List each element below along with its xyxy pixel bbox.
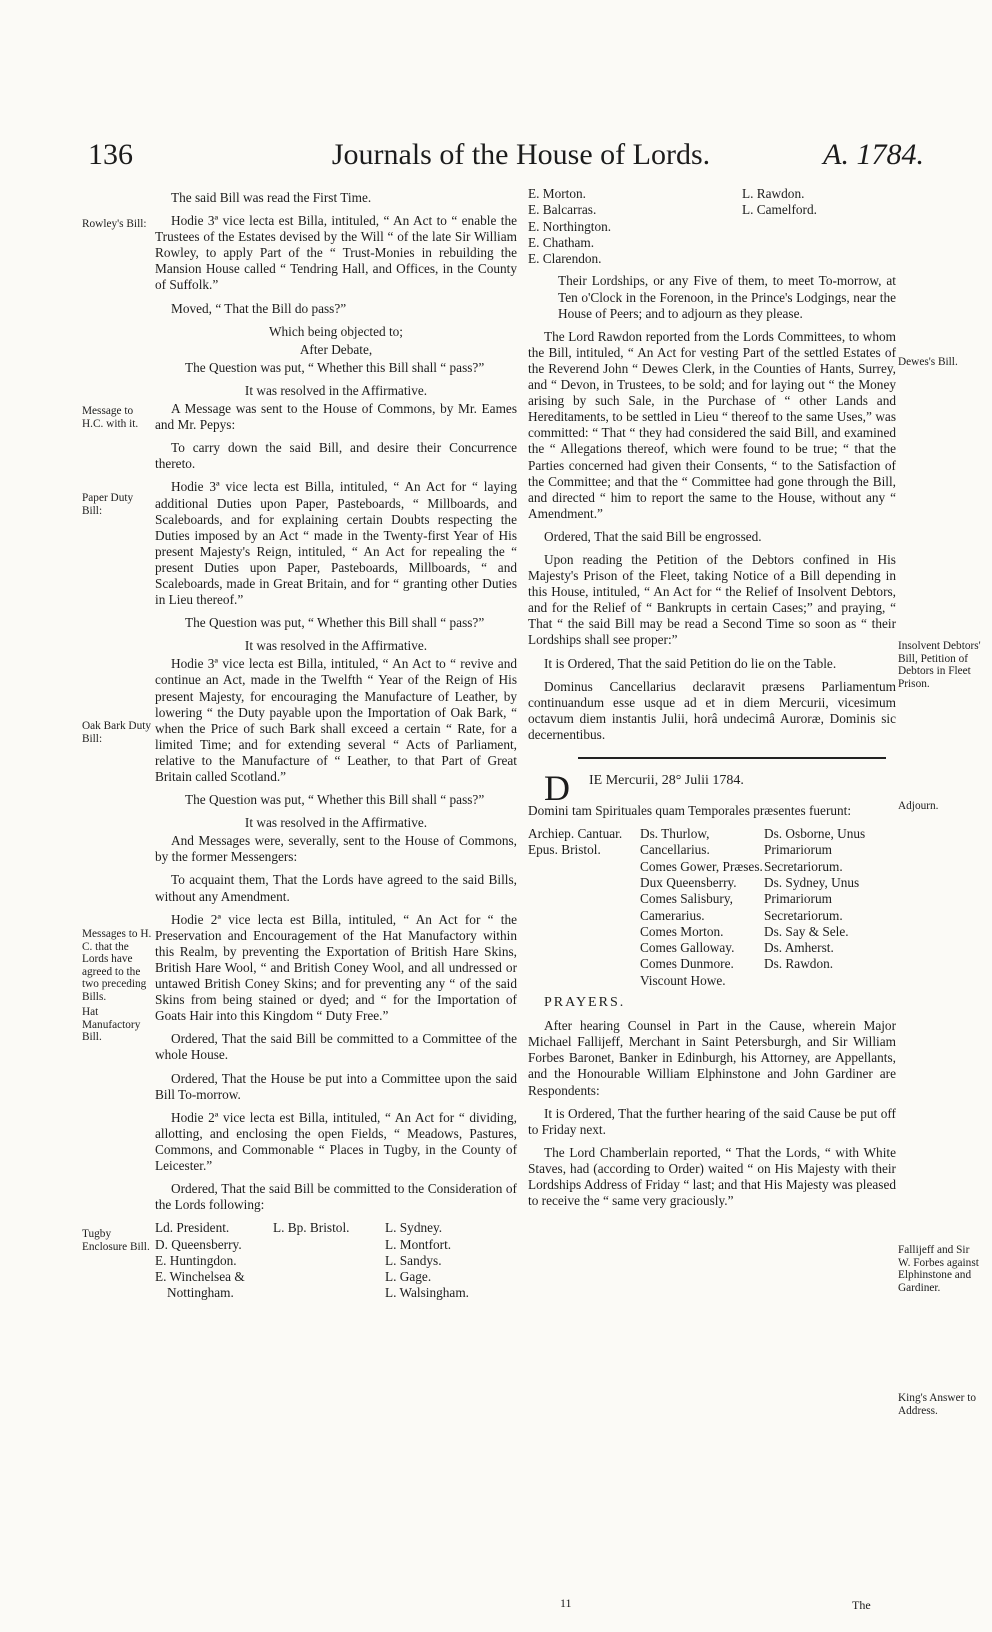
paragraph: The Question was put, “ Whether this Bill shall “ pass?” — [185, 792, 485, 808]
paragraph: The Question was put, “ Whether this Bill shall “ pass?” — [185, 359, 485, 375]
paragraph: The Question was put, “ Whether this Bill shall “ pass?” — [185, 615, 485, 631]
attendee: Epus. Bristol. — [528, 842, 601, 858]
paragraph: Hodie 3ª vice lecta est Billa, intituled, “ An Act to “ revive and continue an Act, made in the Twelfth “ Year of the Reign of His present Majesty, for encouraging the Manufacture of Leather, by lowering “ the Duty payable upon the Importation of Oak Bark, “ when the Price of such Bark shall exceed a certain “ Rate, for a limited Time; and for extending several “ Acts of Parliament, relative to the Manufacture of “ Leather, to that Part of Great Britain called Scotland.” — [155, 656, 517, 784]
attendee: Ds. Rawdon. — [764, 956, 834, 972]
attendee: Comes Dunmore. — [640, 956, 734, 972]
attendance-column — [764, 826, 888, 989]
attendee: Comes Galloway. — [640, 940, 735, 956]
paragraph: Ordered, That the said Bill be engrossed. — [544, 528, 762, 544]
margin-note: Dewes's Bill. — [898, 356, 958, 368]
paragraph: After hearing Counsel in Part in the Cause, wherein Major Michael Fallijeff, Merchant in Saint Petersburgh, and Sir William Forbes Baronet, Banker in Edinburgh, his Attorney, are Appellants, and the Honourable William Elphinstone and John Gardiner are Respondents: — [528, 1018, 896, 1098]
paragraph: Ordered, That the said Bill be committed to a Committee of the whole House. — [155, 1031, 517, 1063]
margin-note: Adjourn. — [898, 800, 939, 812]
attendance-column — [640, 826, 764, 989]
paragraph: Their Lordships, or any Five of them, to meet To-morrow, at Ten o'Clock in the Forenoon, in the Prince's Lodgings, near the House of Peers; and to adjourn as they please. — [558, 273, 896, 321]
paragraph: Dominus Cancellarius declaravit præsens Parliamentum continuandum esse usque ad et in diem Mercurii, vicesimum octavum diem instantis Julii, horâ undecimâ Auroræ, Dominis sic decernentibus. — [528, 678, 896, 742]
paragraph: To carry down the said Bill, and desire their Concurrence thereto. — [155, 440, 517, 472]
attendee: Ds. Amherst. — [764, 940, 834, 956]
margin-note: Fallijeff and Sir W. Forbes against Elphinstone and Gardiner. — [898, 1244, 979, 1294]
margin-note: Paper Duty Bill: — [82, 492, 134, 517]
paragraph: Upon reading the Petition of the Debtors confined in His Majesty's Prison of the Fleet, taking Notice of a Bill depending in this House, intituled, “ An Act for “ the Relief of Insolvent Debtors, and for the Relief of “ Bankrupts in certain Cases;” and praying, “ That “ the said Bill may be read a Second Time so soon as “ their Lordships shall see proper:” — [528, 551, 896, 648]
committee-column — [155, 1220, 273, 1301]
margin-note: Oak Bark Duty Bill: — [82, 720, 152, 745]
committee-member: E. Northington. — [528, 218, 612, 234]
sitting-date — [528, 768, 896, 809]
paragraph: The Lord Chamberlain reported, “ That the Lords, “ with White Staves, had (according to Order) waited “ on His Majesty with their Lordships Address of Friday “ last; and that His Majesty was pleased to receive the “ same very graciously.” — [528, 1144, 896, 1209]
committee-member: L. Montfort. — [385, 1236, 452, 1252]
margin-note: King's Answer to Address. — [898, 1392, 976, 1417]
committee-member: E. Chatham. — [528, 234, 595, 250]
page-title: Journals of the House of Lords. — [331, 138, 711, 171]
paragraph: After Debate, — [299, 341, 373, 357]
attendee: Ds. Osborne, Unus Primariorum Secretariorum. — [764, 826, 866, 874]
attendee: Comes Salisbury, Camerarius. — [640, 891, 733, 923]
attendee: Comes Morton. — [640, 923, 724, 939]
committee-member: E. Huntingdon. — [155, 1252, 237, 1268]
page-header — [80, 138, 962, 178]
committee-member: L. Bp. Bristol. — [273, 1220, 350, 1236]
section-divider — [578, 757, 886, 759]
attendance-list — [528, 826, 896, 989]
attendee: Archiep. Cantuar. — [528, 826, 623, 842]
committee-member: D. Queensberry. — [155, 1236, 242, 1252]
paragraph: Ordered, That the said Bill be committed to the Consideration of the Lords following: — [155, 1181, 517, 1213]
committee-member: E. Clarendon. — [528, 251, 602, 267]
attendee: Ds. Sydney, Unus Primariorum Secretariorum. — [764, 875, 860, 923]
drop-cap: D — [544, 768, 570, 809]
committee-member: L. Walsingham. — [385, 1285, 469, 1301]
attendee: Ds. Say & Sele. — [764, 923, 849, 939]
paragraph: Hodie 2ª vice lecta est Billa, intituled, “ An Act for “ the Preservation and Encouragement of the Hat Manufactory within this Realm, by preventing the Exportation of British Hare Skins, British Hare Wool, “ and British Coney Wool, and all undressed or untawed British Coney Skins; and for preventing any “ of the said Skins from being stained or dyed; and “ for the Importation of Goats Hair into this Kingdom “ Duty Free.” — [155, 911, 517, 1024]
page-number: 136 — [88, 138, 133, 171]
attendance-heading: Domini tam Spirituales quam Temporales præsentes fuerunt: — [528, 803, 852, 819]
paragraph: The said Bill was read the First Time. — [171, 190, 372, 205]
committee-member: L. Gage. — [385, 1269, 432, 1285]
committee-member: Nottingham. — [167, 1285, 234, 1301]
page-year: A. 1784. — [823, 138, 924, 171]
committee-member: L. Sandys. — [385, 1252, 442, 1268]
paragraph: Hodie 2ª vice lecta est Billa, intituled, “ An Act for “ dividing, allotting, and enclosing the open Fields, “ Meadows, Pastures, Commons, and Commonable “ Places in Tugby, in the County of Leicester.” — [155, 1109, 517, 1173]
right-column — [528, 186, 896, 1216]
paragraph: A Message was sent to the House of Commons, by Mr. Eames and Mr. Pepys: — [155, 401, 517, 433]
committee-member: E. Morton. — [528, 186, 586, 201]
margin-note: Tugby Enclosure Bill. — [82, 1228, 150, 1253]
margin-note: Insolvent Debtors' Bill, Petition of Debtors in Fleet Prison. — [898, 640, 981, 690]
margin-note: Rowley's Bill: — [82, 218, 147, 230]
committee-list — [528, 186, 896, 267]
margin-note: Messages to H. C. that the Lords have agreed to the two preceding Bills. — [82, 928, 152, 1003]
attendance-column — [528, 826, 640, 989]
attendee: Dux Queensberry. — [640, 875, 737, 890]
paragraph: The Lord Rawdon reported from the Lords Committees, to whom the Bill, intituled, “ An Act for vesting Part of the settled Estates of the Reverend John “ Dewes Clerk, in the Counties of Hants, Surrey, and “ Devon, in Trustees, to be sold; and for laying out “ the Money arising by such Sale, in the Purchase of “ other Lands and Hereditaments, to be settled in Lieu “ thereof to the same Uses,” was committed: “ That “ they had considered the said Bill, and examined the “ Allegations thereof, which were found to be true; “ that the Parties concerned had given their Consents, “ to the Satisfaction of the Committee; and that the “ Committee had gone through the Bill, and directed “ him to report the same to the House, without any “ Amendment.” — [528, 328, 896, 521]
margin-note: Hat Manufactory Bill. — [82, 1006, 141, 1043]
margin-note: Message to H.C. with it. — [82, 405, 139, 430]
paragraph: Which being objected to; — [268, 323, 404, 339]
committee-list — [155, 1220, 517, 1301]
committee-member: L. Rawdon. — [742, 186, 805, 201]
committee-member: L. Camelford. — [742, 202, 817, 218]
committee-column — [742, 186, 817, 267]
paragraph: Hodie 3ª vice lecta est Billa, intituled, “ An Act for “ laying additional Duties upon Paper, Pasteboards, “ Millboards, and Scaleboards, and for explaining certain Doubts respecting the Duties imposed by an Act “ made in the Twenty-first Year of His present Majesty's Reign, intituled, “ An Act for repealing the “ present Duties upon Paper, Pasteboards, Millboards, “ and Scaleboards, made in Great Britain, and for “ granting other Duties in Lieu thereof.” — [155, 479, 517, 608]
paragraph: Hodie 3ª vice lecta est Billa, intituled, “ An Act to “ enable the Trustees of the Estates devised by the Will “ of the late Sir William Rowley, to apply Part of the “ Trust-Monies in rebuilding the Mansion House called “ Tendring Hall, and Offices, in the County of Suffolk.” — [155, 213, 517, 293]
signature-mark: 11 — [560, 1596, 572, 1610]
paragraph: It was resolved in the Affirmative. — [244, 382, 428, 398]
committee-column — [528, 186, 742, 267]
committee-column — [273, 1220, 385, 1301]
sitting-date-text: IE Mercurii, 28° Julii 1784. — [589, 773, 744, 789]
paragraph: To acquaint them, That the Lords have agreed to the said Bills, without any Amendment. — [155, 872, 517, 904]
attendee: Comes Gower, Præses. — [640, 858, 763, 874]
committee-member: E. Winchelsea & — [155, 1269, 245, 1285]
committee-member: Ld. President. — [155, 1220, 230, 1236]
paragraph: Ordered, That the House be put into a Committee upon the said Bill To-morrow. — [155, 1070, 517, 1102]
paragraph: It was resolved in the Affirmative. — [244, 815, 428, 831]
paragraph: And Messages were, severally, sent to the House of Commons, by the former Messengers: — [155, 833, 517, 865]
paragraph: Moved, “ That the Bill do pass?” — [171, 300, 347, 316]
left-column — [155, 190, 517, 1308]
attendee: Viscount Howe. — [640, 972, 726, 988]
catchword: The — [852, 1598, 871, 1612]
paragraph: It was resolved in the Affirmative. — [244, 638, 428, 654]
prayers-heading: PRAYERS. — [544, 995, 626, 1011]
committee-column — [385, 1220, 469, 1301]
committee-member: L. Sydney. — [385, 1220, 443, 1236]
committee-member: E. Balcarras. — [528, 202, 597, 218]
paragraph: It is Ordered, That the further hearing of the said Cause be put off to Friday next. — [528, 1105, 896, 1137]
attendee: Ds. Thurlow, Cancellarius. — [640, 826, 710, 858]
paragraph: It is Ordered, That the said Petition do lie on the Table. — [544, 655, 837, 671]
